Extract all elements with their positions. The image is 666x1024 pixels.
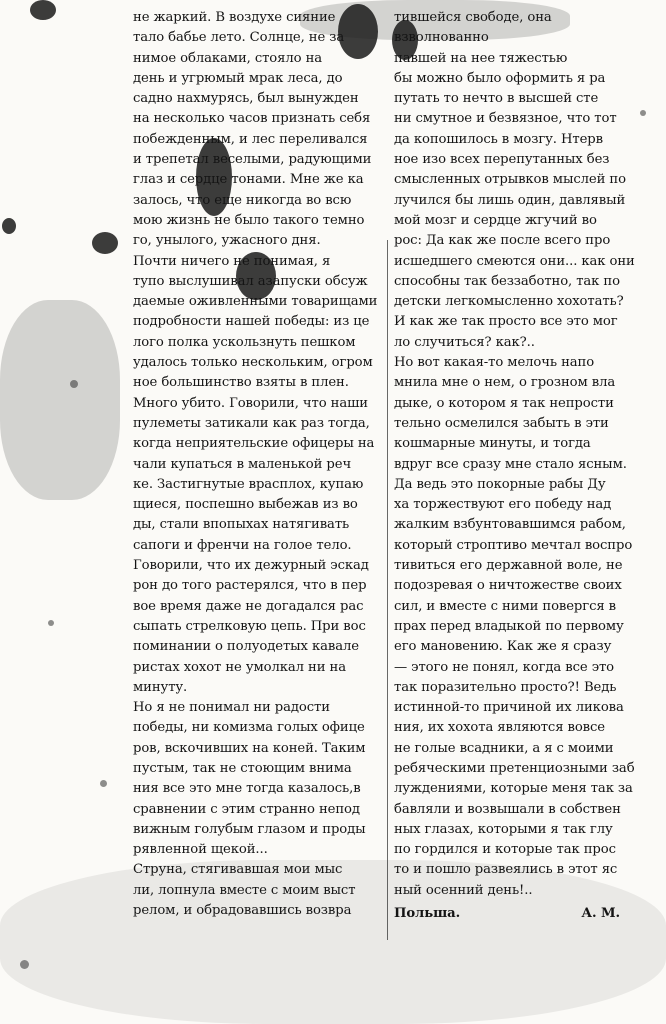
text-line: победы, ни комизма голых офице <box>133 720 365 736</box>
text-line: кошмарные минуты, и тогда <box>394 436 591 452</box>
text-line: Струна, стягивавшая мои мыс <box>133 862 343 878</box>
text-line: сапоги и френчи на голое тело. <box>133 537 352 553</box>
text-line: Почти ничего не понимая, я <box>133 253 331 269</box>
text-line: мнила мне о нем, о грозном вла <box>394 375 616 391</box>
text-line: побежденным, и лес переливался <box>133 131 368 147</box>
text-line: ния все это мне тогда казалось,в <box>133 781 361 797</box>
author-initials: А. М. <box>581 906 620 922</box>
text-line: так поразительно просто?! Ведь <box>394 679 617 695</box>
text-line: Да ведь это покорные рабы Ду <box>394 476 606 492</box>
text-line: тупо выслушивал азапуски обсуж <box>133 273 368 289</box>
text-line: не голые всадники, а я с моими <box>394 740 614 756</box>
text-line: прах перед владыкой по первому <box>394 618 624 634</box>
right-column-lines <box>394 8 644 901</box>
text-line: ное изо всех перепутанных без <box>394 152 610 168</box>
text-line: ния, их хохота являются вовсе <box>394 720 605 736</box>
text-line: его мановению. Как же я сразу <box>394 639 612 655</box>
text-line: исшедшего смеются они... как они <box>394 253 635 269</box>
scan-smudge <box>0 300 120 500</box>
place-name: Польша. <box>394 906 461 922</box>
text-line: ха торжествуют его победу над <box>394 497 612 513</box>
text-line: чали купаться в маленькой реч <box>133 456 352 472</box>
scan-speck <box>100 780 107 787</box>
text-line: способны так беззаботно, так по <box>394 273 620 289</box>
text-line: тало бабье лето. Солнце, не за <box>133 30 345 46</box>
text-line: да копошилось в мозгу. Нтерв <box>394 131 603 147</box>
text-line: ное большинство взяты в плен. <box>133 375 349 391</box>
scan-speck <box>70 380 78 388</box>
text-line: тельно осмелился забыть в эти <box>394 415 609 431</box>
text-line: го, унылого, ужасного дня. <box>133 233 321 249</box>
text-line: минуту. <box>133 679 188 695</box>
text-line: Но я не понимал ни радости <box>133 700 330 716</box>
text-line: бавляли и возвышали в собствен <box>394 801 621 817</box>
text-line: павшей на нее тяжестью <box>394 50 568 66</box>
text-line: когда неприятельские офицеры на <box>133 436 375 452</box>
text-line: не жаркий. В воздухе сияние <box>133 10 336 25</box>
text-line: то и пошло развеялись в этот яс <box>394 862 618 878</box>
left-column <box>133 8 385 921</box>
text-line: И как же так просто все это мог <box>394 314 618 330</box>
text-line: который строптиво мечтал воспро <box>394 537 633 553</box>
text-line: нимое облаками, стояло на <box>133 50 323 66</box>
text-line: ных глазах, которыми я так глу <box>394 821 613 837</box>
text-line: мой мозг и сердце жгучий во <box>394 212 597 228</box>
text-line: тивиться его державной воле, не <box>394 558 623 574</box>
text-line: щиеся, поспешно выбежав из во <box>133 497 358 513</box>
text-line: даемые оживленными товарищами <box>133 294 378 310</box>
text-line: ке. Застигнутые врасплох, купаю <box>133 476 364 492</box>
text-line: взволнованно <box>394 30 489 46</box>
text-line: ды, стали впопыхах натягивать <box>133 517 350 533</box>
text-line: сыпать стрелковую цепь. При вос <box>133 618 366 634</box>
text-line: ли, лопнула вместе с моим выст <box>133 882 356 898</box>
text-line: ребяческими претенциозными заб <box>394 760 635 776</box>
scan-speck <box>20 960 29 969</box>
text-line: и трепетал веселыми, радующими <box>133 152 372 168</box>
text-line: садно нахмурясь, был вынужден <box>133 91 359 107</box>
text-line: ный осенний день!.. <box>394 882 533 898</box>
text-line: рос: Да как же после всего про <box>394 233 611 249</box>
right-column <box>394 8 644 924</box>
text-line: бы можно было оформить я ра <box>394 70 606 86</box>
text-line: истинной-то причиной их ликова <box>394 700 624 716</box>
text-line: ров, вскочивших на коней. Таким <box>133 740 366 756</box>
text-line: рявленной щекой... <box>133 842 268 858</box>
text-line: залось, что еще никогда во всю <box>133 192 352 208</box>
text-line: лучился бы лишь один, давлявый <box>394 192 626 208</box>
text-line: Говорили, что их дежурный эскад <box>133 558 369 574</box>
text-line: вое время даже не догадался рас <box>133 598 364 614</box>
text-line: глаз и сердце тонами. Мне же ка <box>133 172 364 188</box>
ink-blot <box>92 232 118 254</box>
ink-blot <box>30 0 56 20</box>
text-line: ло случиться? как?.. <box>394 334 535 350</box>
text-line: ни смутное и безвязное, что тот <box>394 111 617 127</box>
text-line: Много убито. Говорили, что наши <box>133 395 368 411</box>
text-line: лого полка ускользнуть пешком <box>133 334 356 350</box>
text-line: ристах хохот не умолкал ни на <box>133 659 346 675</box>
signature-line <box>394 904 620 924</box>
text-line: день и угрюмый мрак леса, до <box>133 70 343 86</box>
text-line: тившейся свободе, она <box>394 10 552 25</box>
text-line: релом, и обрадовавшись возвра <box>133 903 352 919</box>
text-line: по гордился и которые так прос <box>394 842 616 858</box>
text-line: сравнении с этим странно непод <box>133 801 360 817</box>
text-line: рон до того растерялся, что в пер <box>133 578 367 594</box>
text-line: мою жизнь не было такого темно <box>133 212 365 228</box>
text-line: дыке, о котором я так непрости <box>394 395 614 411</box>
text-line: — этого не понял, когда все это <box>394 659 615 675</box>
text-line: смысленных отрывков мыслей по <box>394 172 626 188</box>
text-line: пустым, так не стоющим внима <box>133 760 352 776</box>
scan-speck <box>48 620 54 626</box>
column-rule <box>387 240 388 940</box>
text-line: удалось только нескольким, огром <box>133 355 373 371</box>
text-line: жалким взбунтовавшимся рабом, <box>394 517 626 533</box>
text-line: сил, и вместе с ними повергся в <box>394 598 617 614</box>
text-line: луждениями, которые меня так за <box>394 781 633 797</box>
text-line: Но вот какая-то мелочь напо <box>394 355 595 371</box>
text-line: детски легкомысленно хохотать? <box>394 294 624 310</box>
text-line: на несколько часов признать себя <box>133 111 371 127</box>
text-line: путать то нечто в высшей сте <box>394 91 599 107</box>
text-line: подробности нашей победы: из це <box>133 314 370 330</box>
ink-blot <box>2 218 16 234</box>
text-line: пулеметы затикали как раз тогда, <box>133 415 370 431</box>
text-line: вижным голубым глазом и проды <box>133 821 366 837</box>
text-line: подозревая о ничтожестве своих <box>394 578 622 594</box>
text-line: вдруг все сразу мне стало ясным. <box>394 456 627 472</box>
text-line: поминании о полуодетых кавале <box>133 639 359 655</box>
